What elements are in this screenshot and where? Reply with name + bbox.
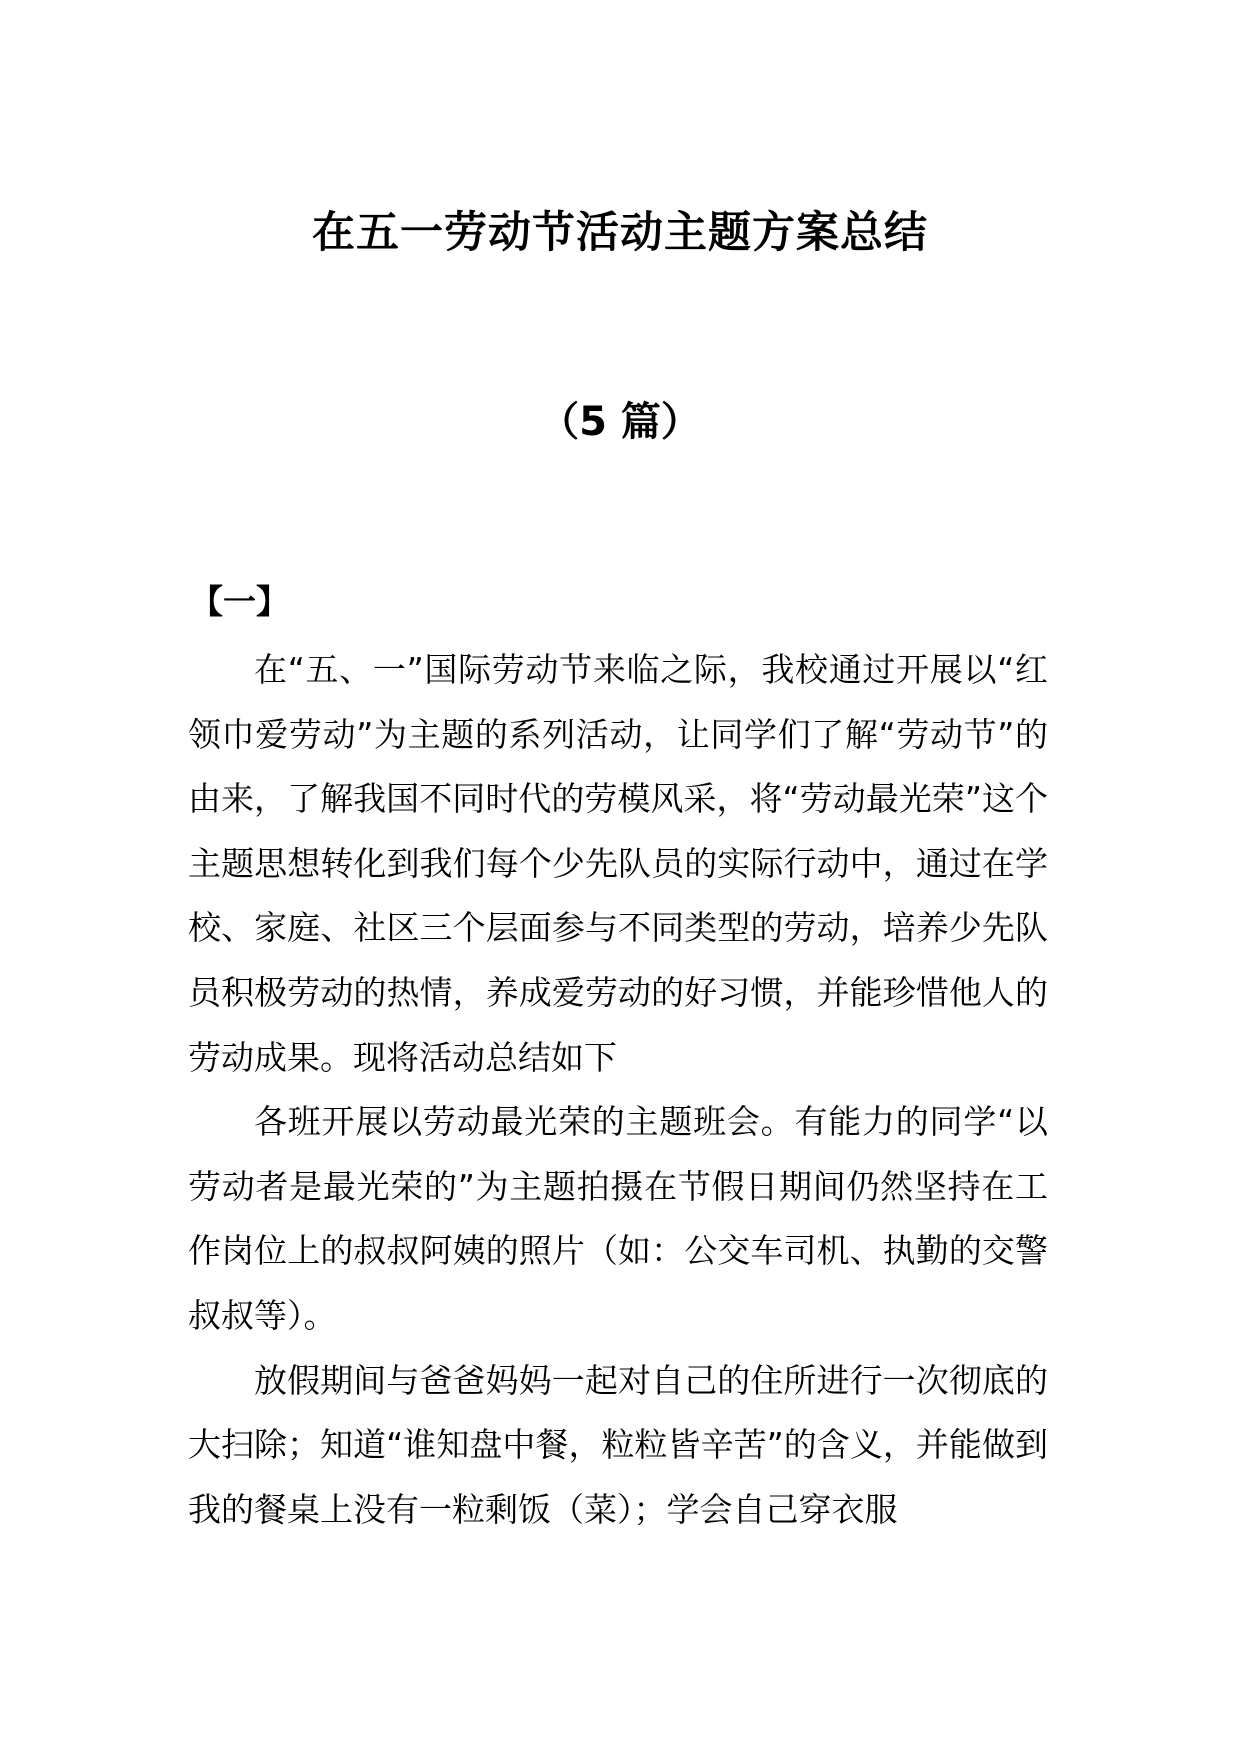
paragraph: 放假期间与爸爸妈妈一起对自己的住所进行一次彻底的大扫除；知道“谁知盘中餐，粒粒皆辛苦”的含义，并能做到我的餐桌上没有一粒剩饭（菜）；学会自己穿衣服 [188, 1360, 1048, 1529]
document-title: 在五一劳动节活动主题方案总结 [312, 208, 928, 258]
body-text [188, 638, 1048, 1542]
document-subtitle: （5 篇） [539, 399, 701, 445]
paragraph: 在“五、一”国际劳动节来临之际，我校通过开展以“红领巾爱劳动”为主题的系列活动，让同学们了解“劳动节”的由来，了解我国不同时代的劳模风采，将“劳动最光荣”这个主题思想转化到我们每个少先队员的实际行动中，通过在学校、家庭、社区三个层面参与不同类型的劳动，培养少先队员积极劳动的热情，养成爱劳动的好习惯，并能珍惜他人的劳动成果。现将活动总结如下 [188, 650, 1048, 1077]
section-heading: 【一】 [190, 582, 289, 621]
paragraph: 各班开展以劳动最光荣的主题班会。有能力的同学“以劳动者是最光荣的”为主题拍摄在节假日期间仍然坚持在工作岗位上的叔叔阿姨的照片（如：公交车司机、执勤的交警叔叔等）。 [188, 1102, 1048, 1335]
